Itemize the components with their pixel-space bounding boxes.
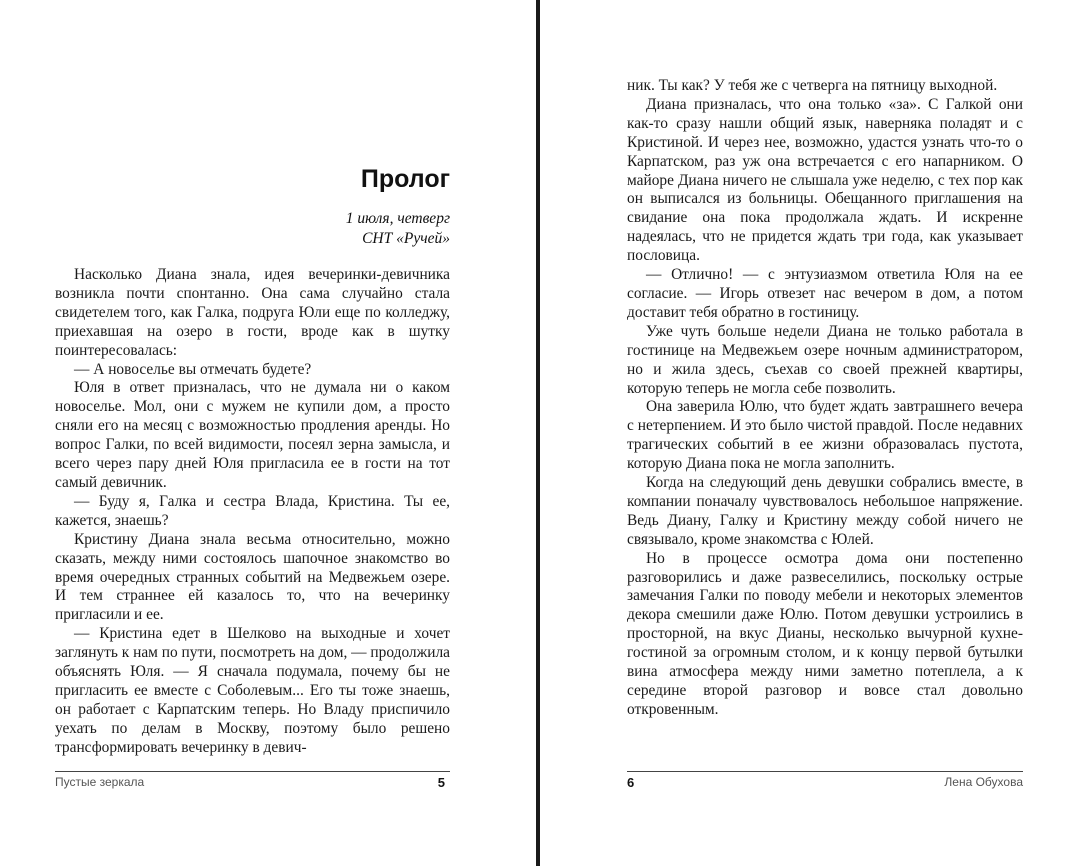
paragraph: Юля в ответ призналась, что не думала ни о каком новоселье. Мол, они с мужем не купили дом, а просто сняли его на месяц с возможностью продления аренды. Но вопрос Галки, по всей видимости, посеял зерна замысла, и всего через пару дней Юля пригласила ее в гости на тот самый девичник. xyxy=(55,379,450,491)
footer-divider xyxy=(627,771,1023,772)
epigraph-place: СНТ «Ручей» xyxy=(362,230,450,247)
paragraph: Кристину Диана знала весьма относительно, можно сказать, между ними состоялось шапочное знакомство во время очередных странных событий на Медвежьем озере. И тем страннее ей казалось то, что на вечеринку пригласили и ее. xyxy=(55,530,450,624)
running-footer-book-title: Пустые зеркала xyxy=(55,775,145,789)
paragraph: — Кристина едет в Шелково на выходные и хочет заглянуть к нам по пути, посмотреть на дом, — продолжила объяснять Юля. — Я сначала подумала, почему бы не пригласить ее вместе с Соболевым... Его ты тоже знаешь, он работает с Карпатским теперь. Но Владу приспичило уехать по делам в Москву, поэтому было решено трансформировать вечеринку в девич- xyxy=(55,625,450,756)
footer-divider xyxy=(55,771,450,772)
page-number: 6 xyxy=(627,775,635,790)
paragraph: Насколько Диана знала, идея вечеринки-девичника возникла почти спонтанно. Она сама случайно стала свидетелем того, как Галка, подруга Юли еще по колледжу, приехавшая на озеро в гости, вроде как в шутку поинтересовалась: xyxy=(55,266,450,359)
chapter-title: Пролог xyxy=(360,165,450,193)
epigraph-date: 1 июля, четверг xyxy=(345,210,450,227)
paragraph: Она заверила Юлю, что будет ждать завтрашнего вечера с нетерпением. И это было чистой правдой. После недавних трагических событий в ее жизни образовалась пустота, которую Диана пока не могла заполнить. xyxy=(627,398,1023,473)
paragraph: — Буду я, Галка и сестра Влада, Кристина. Ты ее, кажется, знаешь? xyxy=(55,492,450,529)
paragraph: Уже чуть больше недели Диана не только работала в гостинице на Медвежьем озере ночным администратором, но и жила здесь, съехав со своей прежней квартиры, которую теперь не могла себе позволить. xyxy=(627,322,1023,397)
left-body-text xyxy=(55,266,450,758)
continued-paragraph: ник. Ты как? У тебя же с четверга на пятницу выходной. xyxy=(627,77,998,94)
paragraph: Когда на следующий день девушки собрались вместе, в компании поначалу чувствовалось небольшое напряжение. Ведь Диану, Галку и Кристину между собой ничего не связывало, кроме знакомства с Юлей. xyxy=(627,474,1023,548)
right-body-text xyxy=(627,77,1023,720)
book-spine xyxy=(536,0,540,866)
right-page xyxy=(627,0,1023,866)
left-page xyxy=(55,0,450,866)
epigraph xyxy=(346,209,450,249)
paragraph: Диана призналась, что она только «за». С Галкой они как-то сразу нашли общий язык, наверняка поладят и с Кристиной. И через нее, возможно, удастся узнать что-то о Карпатском, раз уж она встречается с его напарником. О майоре Диана ничего не слышала уже неделю, с тех пор как он выписался из больницы. Обещанного приглашения на свидание она пока продолжала ждать. И искренне надеялась, что не придется ждать три года, как указывает пословица. xyxy=(627,95,1023,265)
paragraph: — А новоселье вы отмечать будете? xyxy=(74,360,312,378)
page-number: 5 xyxy=(437,775,445,790)
paragraph: — Отлично! — с энтузиазмом ответила Юля на ее согласие. — Игорь отвезет нас вечером в дом, а потом доставит тебя обратно в гостиницу. xyxy=(627,266,1023,321)
paragraph: Но в процессе осмотра дома они постепенно разговорились и даже развеселились, поскольку острые замечания Галки по поводу мебели и некоторых элементов декора смешили даже Юлю. Потом девушки устроились в просторной, на вкус Дианы, несколько вычурной кухне-гостиной за огромным столом, и к концу первой бутылки вина атмосфера между ними заметно потеплела, а к середине второй разговор и вовсе стал довольно откровенным. xyxy=(627,549,1023,718)
running-footer-author: Лена Обухова xyxy=(944,775,1023,789)
